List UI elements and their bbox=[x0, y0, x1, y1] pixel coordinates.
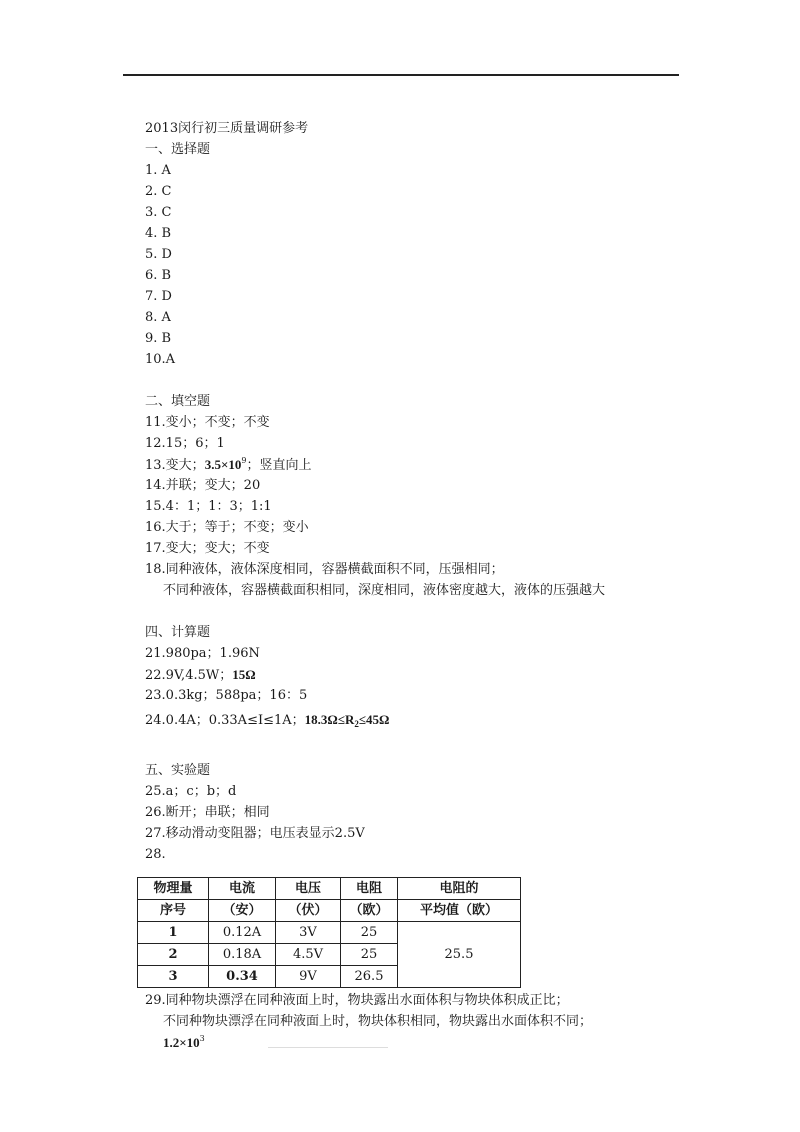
table-cell: 9V bbox=[276, 966, 341, 988]
table-cell: 25 bbox=[341, 944, 398, 966]
answer-item: 27.移动滑动变阻器；电压表显示2.5V bbox=[145, 826, 365, 841]
answer-29 bbox=[145, 990, 705, 1053]
answer-item: 11.变小；不变；不变 bbox=[145, 415, 270, 430]
answer-item: 21.980pa；1.96N bbox=[145, 646, 260, 661]
answer-item: 10.A bbox=[145, 352, 176, 367]
table-header-cell: 电阻的 bbox=[398, 878, 521, 900]
answer-item: 7. D bbox=[145, 289, 172, 304]
answer-item: 13.变大；$3.5\times 10^9$；竖直向上 bbox=[145, 456, 312, 473]
header-rule bbox=[123, 74, 679, 76]
answer-item: 8. A bbox=[145, 310, 171, 325]
table-header-row bbox=[138, 900, 521, 922]
section-fill-heading: 二、填空题 bbox=[145, 394, 211, 409]
answer-content bbox=[145, 118, 705, 865]
answer-item-continuation: 不同种液体，容器横截面积相同，深度相同，液体密度越大，液体的压强越大 bbox=[163, 583, 606, 598]
scan-artifact-line bbox=[268, 1047, 388, 1048]
table-header-cell: （伏） bbox=[276, 900, 341, 922]
answer-item-continuation: $1.2\times 10^3$ bbox=[163, 1034, 205, 1050]
answer-item: 4. B bbox=[145, 226, 172, 241]
answer-item: 23.0.3kg；588pa；16：5 bbox=[145, 688, 308, 703]
answer-item: 9. B bbox=[145, 331, 172, 346]
answer-item: 6. B bbox=[145, 268, 172, 283]
section-experiment-heading: 五、实验题 bbox=[145, 763, 211, 778]
answer-item: 15.4：1；1：3；1:1 bbox=[145, 499, 272, 514]
table-row bbox=[138, 922, 521, 944]
table-cell: 0.34 bbox=[209, 966, 276, 988]
table-cell: 1 bbox=[138, 922, 209, 944]
experiment-data-table bbox=[137, 877, 521, 988]
answer-item: 29.同种物块漂浮在同种液面上时，物块露出水面体积与物块体积成正比； bbox=[145, 993, 569, 1008]
table-cell: 26.5 bbox=[341, 966, 398, 988]
answer-item: 2. C bbox=[145, 184, 172, 199]
section-choice-heading: 一、选择题 bbox=[145, 142, 211, 157]
table-cell: 0.12A bbox=[209, 922, 276, 944]
table-cell: 3 bbox=[138, 966, 209, 988]
answer-item: 24.0.4A；0.33A≤I≤1A；$18.3\Omega\le R_2\le 45\Omega$ bbox=[145, 712, 390, 729]
table-header-cell: 平均值（欧） bbox=[398, 900, 521, 922]
table-header-row bbox=[138, 878, 521, 900]
answer-item: 25.a；c；b；d bbox=[145, 784, 237, 799]
page-title: 2013闵行初三质量调研参考 bbox=[145, 121, 309, 136]
answer-item: 12.15；6；1 bbox=[145, 436, 225, 451]
answer-item: 17.变大；变大；不变 bbox=[145, 541, 270, 556]
table-cell: 2 bbox=[138, 944, 209, 966]
answer-item: 5. D bbox=[145, 247, 172, 262]
answer-item: 3. C bbox=[145, 205, 172, 220]
table-cell: 25 bbox=[341, 922, 398, 944]
table-header-cell: 电流 bbox=[209, 878, 276, 900]
table-header-cell: 物理量 bbox=[138, 878, 209, 900]
table-header-cell: （安） bbox=[209, 900, 276, 922]
table-header-cell: 电阻 bbox=[341, 878, 398, 900]
answer-item: 26.断开；串联；相同 bbox=[145, 805, 270, 820]
section-calc-heading: 四、计算题 bbox=[145, 625, 211, 640]
table-header-cell: （欧） bbox=[341, 900, 398, 922]
table-header-cell: 电压 bbox=[276, 878, 341, 900]
answer-item-continuation: 不同种物块漂浮在同种液面上时，物块体积相同，物块露出水面体积不同； bbox=[163, 1014, 593, 1029]
answer-item: 14.并联；变大；20 bbox=[145, 478, 261, 493]
answer-item: 22.9V,4.5W；15Ω bbox=[145, 667, 256, 683]
table-cell: 4.5V bbox=[276, 944, 341, 966]
answer-item: 1. A bbox=[145, 163, 171, 178]
table-average-cell: 25.5 bbox=[398, 922, 521, 988]
answer-item: 16.大于；等于；不变；变小 bbox=[145, 520, 309, 535]
table-cell: 3V bbox=[276, 922, 341, 944]
answer-item: 28. bbox=[145, 847, 166, 862]
table-header-cell: 序号 bbox=[138, 900, 209, 922]
table-cell: 0.18A bbox=[209, 944, 276, 966]
answer-item: 18.同种液体，液体深度相同，容器横截面积不同，压强相同； bbox=[145, 562, 504, 577]
